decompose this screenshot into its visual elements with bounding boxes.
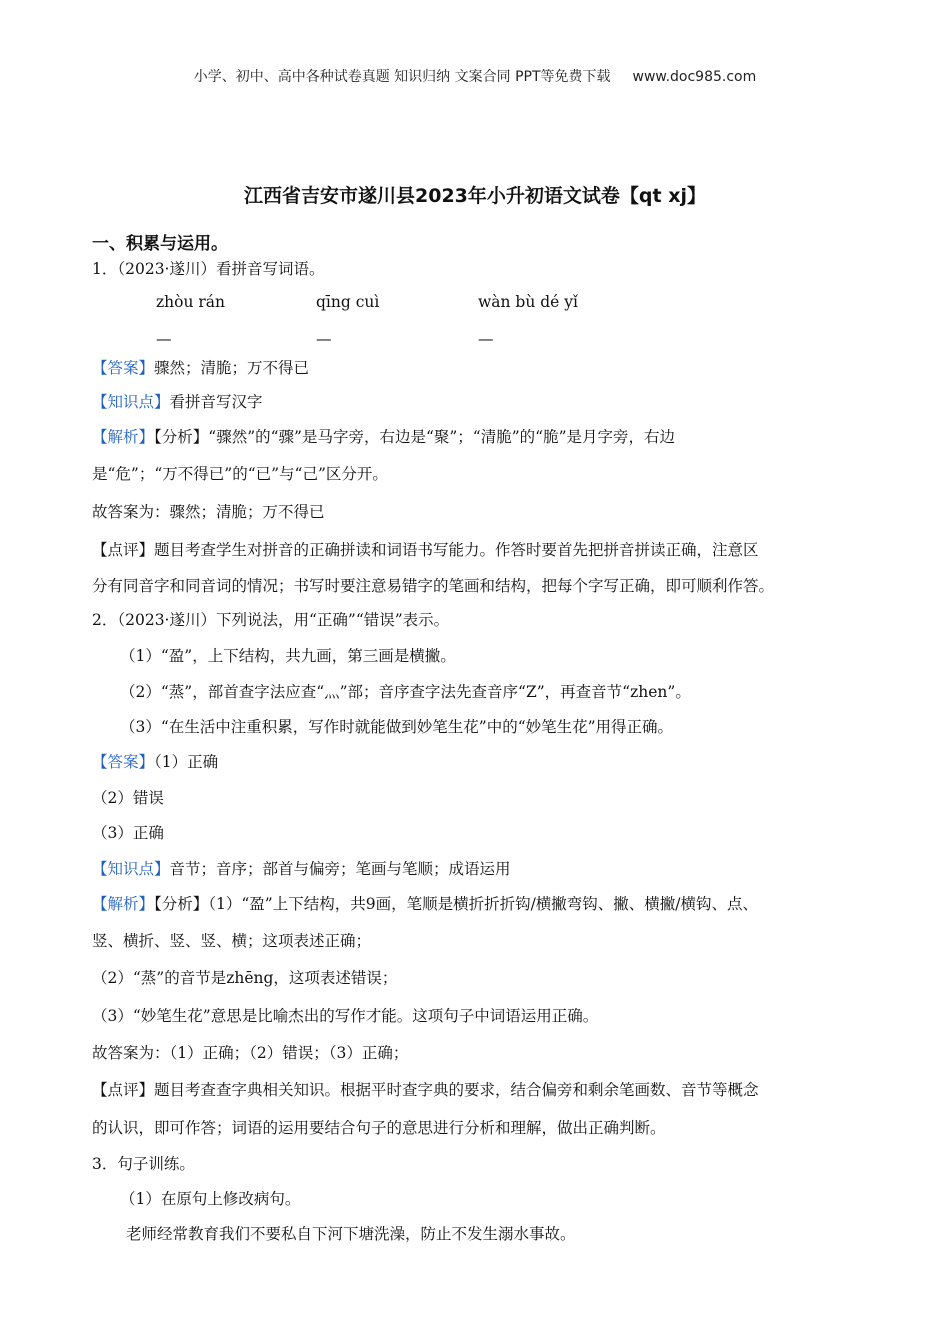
q2-answer-1 <box>92 752 218 772</box>
q2-kp-text: 音节；音序；部首与偏旁；笔画与笔顺；成语运用 <box>169 860 511 878</box>
q2-item-1: （1）“盈”，上下结构，共九画，第三画是横撇。 <box>120 647 456 665</box>
q3-item-1: （1）在原句上修改病句。 <box>120 1190 301 1208</box>
q1-conclusion: 故答案为：骤然；清脆；万不得已 <box>92 503 325 521</box>
q1-stem: 1．（2023·遂川）看拼音写词语。 <box>92 260 325 278</box>
q2-analysis-line2: 竖、横折、竖、竖、横；这项表述正确； <box>92 932 372 950</box>
q1-answer <box>92 358 309 378</box>
q1-analysis-text1: 【分析】“骤然”的“骤”是马字旁，右边是“聚”；“清脆”的“脆”是月字旁，右边 <box>154 428 676 446</box>
q2-item-3: （3）“在生活中注重积累，写作时就能做到妙笔生花”中的“妙笔生花”用得正确。 <box>120 718 674 736</box>
q3-stem: 3．句子训练。 <box>92 1155 195 1173</box>
q2-knowledge-point <box>92 859 511 879</box>
q1-kp-text: 看拼音写汉字 <box>169 393 263 411</box>
q2-analysis-line1 <box>92 894 758 914</box>
q2-conclusion: 故答案为：（1）正确；（2）错误；（3）正确； <box>92 1044 409 1062</box>
q2-stem: 2．（2023·遂川）下列说法，用“正确”“错误”表示。 <box>92 611 450 629</box>
analysis-tag: 【解析】 <box>92 428 155 446</box>
answer-tag: 【答案】 <box>92 753 155 771</box>
q1-pinyin-3: wàn bù dé yǐ <box>478 293 578 311</box>
kp-tag: 【知识点】 <box>92 860 170 878</box>
q1-answer-text: 骤然；清脆；万不得已 <box>154 359 310 377</box>
q1-knowledge-point <box>92 392 263 412</box>
section-heading: 一、积累与运用。 <box>92 234 228 254</box>
q2-comment-line2: 的认识，即可作答；词语的运用要结合句子的意思进行分析和理解，做出正确判断。 <box>92 1119 666 1137</box>
q1-blank-3[interactable]: — <box>478 330 494 348</box>
answer-tag: 【答案】 <box>92 359 155 377</box>
kp-tag: 【知识点】 <box>92 393 170 411</box>
q2-answer-text1: （1）正确 <box>154 753 219 771</box>
header-site[interactable]: www.doc985.com <box>632 69 757 85</box>
page-title: 江西省吉安市遂川县2023年小升初语文试卷【qt xj】 <box>244 185 706 207</box>
q2-answer-3: （3）正确 <box>92 824 164 842</box>
q1-blank-1[interactable]: — <box>156 330 172 348</box>
q2-answer-2: （2）错误 <box>92 789 164 807</box>
q1-analysis-line1 <box>92 427 675 447</box>
q1-comment-line2: 分有同音字和同音词的情况；书写时要注意易错字的笔画和结构，把每个字写正确，即可顺利作答。 <box>92 577 775 595</box>
q2-analysis-line4: （3）“妙笔生花”意思是比喻杰出的写作才能。这项句子中词语运用正确。 <box>92 1007 599 1025</box>
q2-analysis-line3: （2）“蒸”的音节是zhēng，这项表述错误； <box>92 969 398 987</box>
q1-comment-line1: 【点评】题目考查学生对拼音的正确拼读和词语书写能力。作答时要首先把拼音拼读正确，注意区 <box>92 541 759 559</box>
header-text: 小学、初中、高中各种试卷真题 知识归纳 文案合同 PPT等免费下载 <box>193 69 611 85</box>
q3-sentence: 老师经常教育我们不要私自下河下塘洗澡，防止不发生溺水事故。 <box>126 1225 576 1243</box>
q1-pinyin-2: qīng cuì <box>316 293 380 311</box>
q2-comment-line1: 【点评】题目考查查字典相关知识。根据平时查字典的要求，结合偏旁和剩余笔画数、音节等概念 <box>92 1081 759 1099</box>
q1-analysis-line2: 是“危”；“万不得已”的“已”与“己”区分开。 <box>92 465 388 483</box>
analysis-tag: 【解析】 <box>92 895 155 913</box>
q2-item-2: （2）“蒸”，部首查字法应查“灬”部；音序查字法先查音序“Z”，再查音节“zhen”。 <box>120 683 691 701</box>
page-header <box>0 66 950 86</box>
q2-analysis-text1: 【分析】（1）“盈”上下结构，共9画，笔顺是横折折折钩/横撇弯钩、撇、横撇/横钩、点、 <box>154 895 759 913</box>
q1-pinyin-1: zhòu rán <box>156 293 226 311</box>
q1-blank-2[interactable]: — <box>316 330 332 348</box>
